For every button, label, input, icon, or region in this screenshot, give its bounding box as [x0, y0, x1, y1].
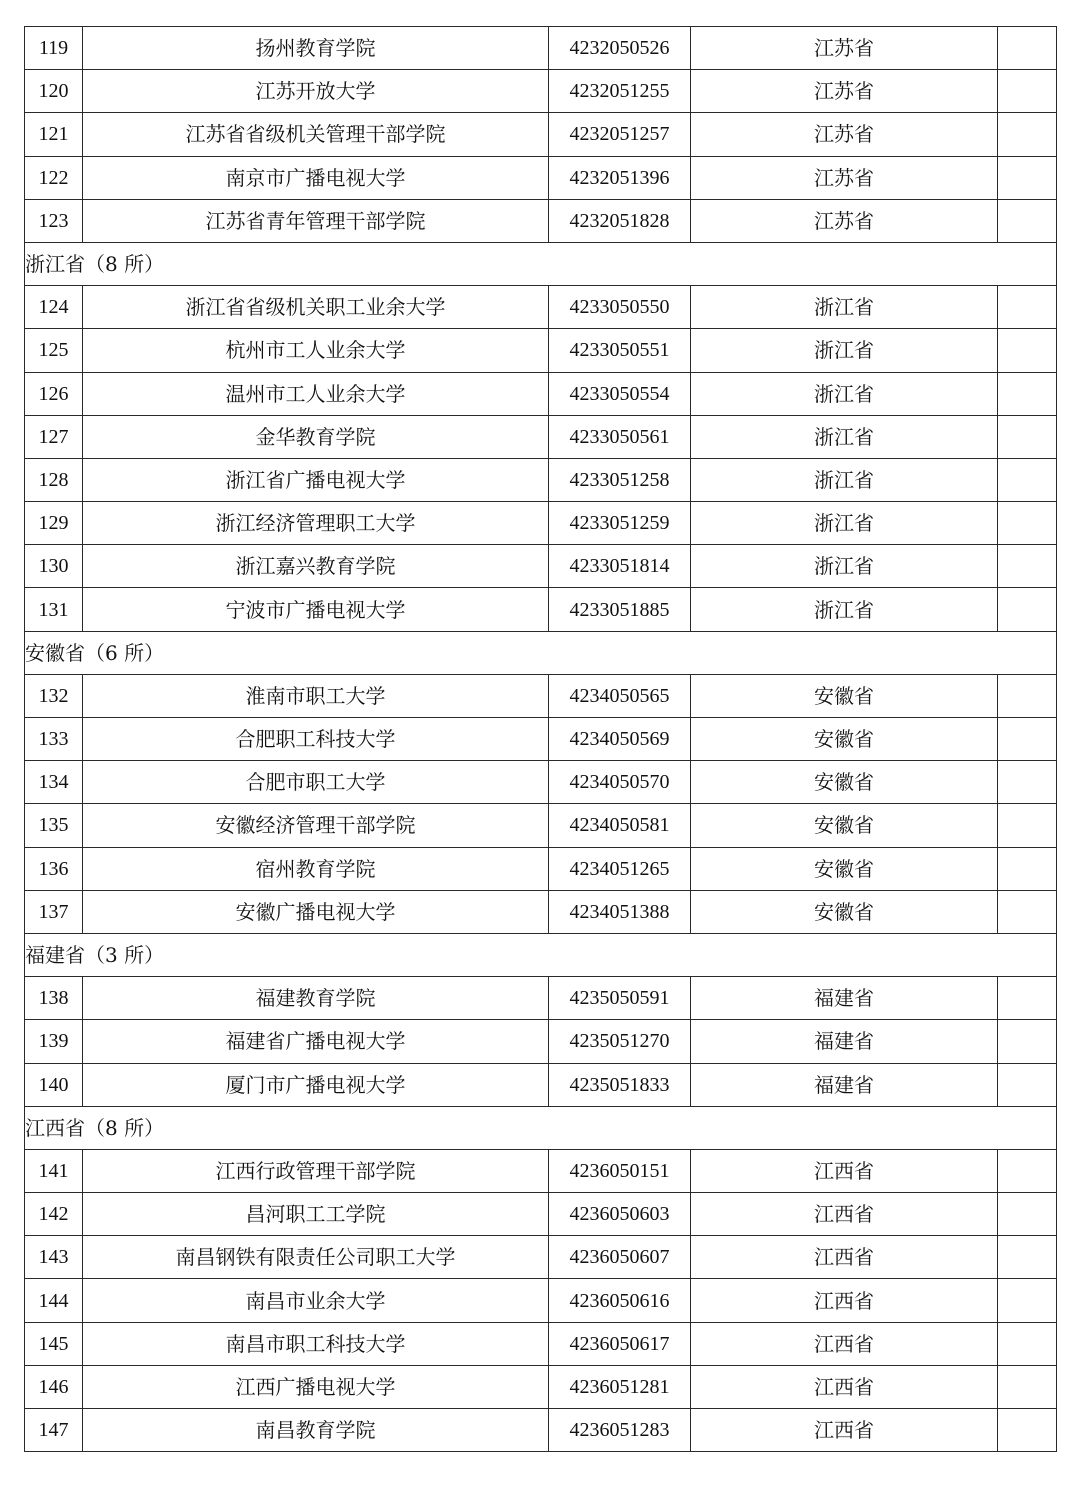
province-cell: 江苏省 — [691, 70, 998, 113]
institution-name: 浙江省广播电视大学 — [83, 458, 549, 501]
institution-code: 4233050550 — [549, 286, 691, 329]
institution-name: 金华教育学院 — [83, 415, 549, 458]
row-number: 136 — [25, 847, 83, 890]
institution-name: 江苏省青年管理干部学院 — [83, 199, 549, 242]
table-row — [25, 199, 1057, 242]
province-cell: 江西省 — [691, 1236, 998, 1279]
institution-name: 福建省广播电视大学 — [83, 1020, 549, 1063]
table-row — [25, 1063, 1057, 1106]
row-number: 124 — [25, 286, 83, 329]
note-cell — [998, 156, 1057, 199]
institution-code: 4235050591 — [549, 977, 691, 1020]
note-cell — [998, 1279, 1057, 1322]
province-cell: 江西省 — [691, 1365, 998, 1408]
province-cell: 安徽省 — [691, 718, 998, 761]
note-cell — [998, 761, 1057, 804]
institution-name: 杭州市工人业余大学 — [83, 329, 549, 372]
table-row — [25, 113, 1057, 156]
institution-name: 南昌钢铁有限责任公司职工大学 — [83, 1236, 549, 1279]
table-row — [25, 1236, 1057, 1279]
row-number: 140 — [25, 1063, 83, 1106]
section-heading-row — [25, 631, 1057, 674]
note-cell — [998, 199, 1057, 242]
table-row — [25, 1279, 1057, 1322]
institution-code: 4234050581 — [549, 804, 691, 847]
institution-code: 4235051270 — [549, 1020, 691, 1063]
province-cell: 江苏省 — [691, 199, 998, 242]
note-cell — [998, 1236, 1057, 1279]
table-row — [25, 156, 1057, 199]
institution-name: 温州市工人业余大学 — [83, 372, 549, 415]
note-cell — [998, 718, 1057, 761]
table-row — [25, 1322, 1057, 1365]
row-number: 125 — [25, 329, 83, 372]
note-cell — [998, 804, 1057, 847]
row-number: 141 — [25, 1149, 83, 1192]
institution-code: 4233051259 — [549, 502, 691, 545]
section-heading: 江西省（8 所） — [25, 1106, 1057, 1149]
province-cell: 安徽省 — [691, 761, 998, 804]
row-number: 127 — [25, 415, 83, 458]
institution-code: 4234050570 — [549, 761, 691, 804]
section-heading-row — [25, 1106, 1057, 1149]
note-cell — [998, 1020, 1057, 1063]
institution-name: 浙江省省级机关职工业余大学 — [83, 286, 549, 329]
province-cell: 浙江省 — [691, 329, 998, 372]
institution-name: 宁波市广播电视大学 — [83, 588, 549, 631]
institution-code: 4236050617 — [549, 1322, 691, 1365]
institution-code: 4236050616 — [549, 1279, 691, 1322]
province-cell: 江西省 — [691, 1149, 998, 1192]
province-cell: 浙江省 — [691, 372, 998, 415]
institution-table-body — [25, 27, 1057, 1452]
institution-code: 4235051833 — [549, 1063, 691, 1106]
row-number: 135 — [25, 804, 83, 847]
institution-name: 昌河职工工学院 — [83, 1193, 549, 1236]
row-number: 139 — [25, 1020, 83, 1063]
note-cell — [998, 674, 1057, 717]
table-row — [25, 372, 1057, 415]
institution-name: 安徽经济管理干部学院 — [83, 804, 549, 847]
row-number: 146 — [25, 1365, 83, 1408]
row-number: 143 — [25, 1236, 83, 1279]
institution-code: 4232051828 — [549, 199, 691, 242]
row-number: 119 — [25, 27, 83, 70]
institution-name: 福建教育学院 — [83, 977, 549, 1020]
table-row — [25, 588, 1057, 631]
section-heading: 安徽省（6 所） — [25, 631, 1057, 674]
institution-code: 4232051255 — [549, 70, 691, 113]
table-row — [25, 761, 1057, 804]
institution-code: 4236051283 — [549, 1409, 691, 1452]
province-cell: 安徽省 — [691, 847, 998, 890]
row-number: 121 — [25, 113, 83, 156]
row-number: 142 — [25, 1193, 83, 1236]
province-cell: 安徽省 — [691, 804, 998, 847]
province-cell: 浙江省 — [691, 545, 998, 588]
table-row — [25, 458, 1057, 501]
row-number: 130 — [25, 545, 83, 588]
institution-name: 南昌市职工科技大学 — [83, 1322, 549, 1365]
row-number: 131 — [25, 588, 83, 631]
table-row — [25, 674, 1057, 717]
province-cell: 福建省 — [691, 1020, 998, 1063]
row-number: 123 — [25, 199, 83, 242]
institution-name: 宿州教育学院 — [83, 847, 549, 890]
institution-name: 合肥职工科技大学 — [83, 718, 549, 761]
row-number: 137 — [25, 890, 83, 933]
institution-name: 江西行政管理干部学院 — [83, 1149, 549, 1192]
table-row — [25, 1409, 1057, 1452]
province-cell: 福建省 — [691, 1063, 998, 1106]
table-row — [25, 1365, 1057, 1408]
province-cell: 江苏省 — [691, 156, 998, 199]
institution-name: 浙江嘉兴教育学院 — [83, 545, 549, 588]
institution-table — [24, 26, 1057, 1452]
institution-name: 扬州教育学院 — [83, 27, 549, 70]
institution-code: 4236051281 — [549, 1365, 691, 1408]
row-number: 133 — [25, 718, 83, 761]
table-row — [25, 1193, 1057, 1236]
institution-code: 4234050569 — [549, 718, 691, 761]
table-row — [25, 286, 1057, 329]
section-heading-row — [25, 933, 1057, 976]
note-cell — [998, 847, 1057, 890]
table-row — [25, 545, 1057, 588]
province-cell: 浙江省 — [691, 588, 998, 631]
province-cell: 福建省 — [691, 977, 998, 1020]
table-row — [25, 27, 1057, 70]
note-cell — [998, 372, 1057, 415]
institution-code: 4233051258 — [549, 458, 691, 501]
row-number: 128 — [25, 458, 83, 501]
province-cell: 江西省 — [691, 1193, 998, 1236]
table-row — [25, 847, 1057, 890]
note-cell — [998, 1409, 1057, 1452]
row-number: 120 — [25, 70, 83, 113]
institution-code: 4236050607 — [549, 1236, 691, 1279]
institution-code: 4234050565 — [549, 674, 691, 717]
note-cell — [998, 588, 1057, 631]
note-cell — [998, 545, 1057, 588]
note-cell — [998, 977, 1057, 1020]
institution-code: 4233050561 — [549, 415, 691, 458]
note-cell — [998, 1063, 1057, 1106]
table-row — [25, 890, 1057, 933]
institution-code: 4236050151 — [549, 1149, 691, 1192]
institution-code: 4233051814 — [549, 545, 691, 588]
note-cell — [998, 1149, 1057, 1192]
row-number: 122 — [25, 156, 83, 199]
institution-name: 江苏省省级机关管理干部学院 — [83, 113, 549, 156]
province-cell: 江苏省 — [691, 113, 998, 156]
province-cell: 浙江省 — [691, 458, 998, 501]
table-row — [25, 70, 1057, 113]
institution-code: 4236050603 — [549, 1193, 691, 1236]
row-number: 138 — [25, 977, 83, 1020]
institution-name: 江苏开放大学 — [83, 70, 549, 113]
institution-name: 厦门市广播电视大学 — [83, 1063, 549, 1106]
row-number: 134 — [25, 761, 83, 804]
institution-name: 南昌市业余大学 — [83, 1279, 549, 1322]
province-cell: 江苏省 — [691, 27, 998, 70]
note-cell — [998, 502, 1057, 545]
table-row — [25, 329, 1057, 372]
province-cell: 江西省 — [691, 1322, 998, 1365]
table-row — [25, 502, 1057, 545]
province-cell: 江西省 — [691, 1409, 998, 1452]
institution-code: 4233050554 — [549, 372, 691, 415]
note-cell — [998, 1193, 1057, 1236]
table-row — [25, 1149, 1057, 1192]
institution-code: 4234051388 — [549, 890, 691, 933]
institution-code: 4233051885 — [549, 588, 691, 631]
institution-code: 4232050526 — [549, 27, 691, 70]
note-cell — [998, 890, 1057, 933]
section-heading: 福建省（3 所） — [25, 933, 1057, 976]
section-heading: 浙江省（8 所） — [25, 242, 1057, 285]
note-cell — [998, 27, 1057, 70]
row-number: 145 — [25, 1322, 83, 1365]
institution-name: 合肥市职工大学 — [83, 761, 549, 804]
institution-code: 4234051265 — [549, 847, 691, 890]
row-number: 132 — [25, 674, 83, 717]
table-row — [25, 718, 1057, 761]
institution-name: 南京市广播电视大学 — [83, 156, 549, 199]
institution-name: 淮南市职工大学 — [83, 674, 549, 717]
table-row — [25, 1020, 1057, 1063]
note-cell — [998, 1322, 1057, 1365]
institution-name: 南昌教育学院 — [83, 1409, 549, 1452]
province-cell: 浙江省 — [691, 286, 998, 329]
province-cell: 江西省 — [691, 1279, 998, 1322]
note-cell — [998, 70, 1057, 113]
note-cell — [998, 286, 1057, 329]
row-number: 129 — [25, 502, 83, 545]
province-cell: 安徽省 — [691, 890, 998, 933]
province-cell: 浙江省 — [691, 502, 998, 545]
province-cell: 安徽省 — [691, 674, 998, 717]
institution-name: 安徽广播电视大学 — [83, 890, 549, 933]
province-cell: 浙江省 — [691, 415, 998, 458]
institution-name: 浙江经济管理职工大学 — [83, 502, 549, 545]
row-number: 147 — [25, 1409, 83, 1452]
note-cell — [998, 329, 1057, 372]
institution-code: 4233050551 — [549, 329, 691, 372]
row-number: 126 — [25, 372, 83, 415]
note-cell — [998, 113, 1057, 156]
institution-code: 4232051257 — [549, 113, 691, 156]
section-heading-row — [25, 242, 1057, 285]
note-cell — [998, 458, 1057, 501]
note-cell — [998, 415, 1057, 458]
table-row — [25, 415, 1057, 458]
institution-code: 4232051396 — [549, 156, 691, 199]
table-row — [25, 804, 1057, 847]
table-row — [25, 977, 1057, 1020]
institution-name: 江西广播电视大学 — [83, 1365, 549, 1408]
row-number: 144 — [25, 1279, 83, 1322]
note-cell — [998, 1365, 1057, 1408]
